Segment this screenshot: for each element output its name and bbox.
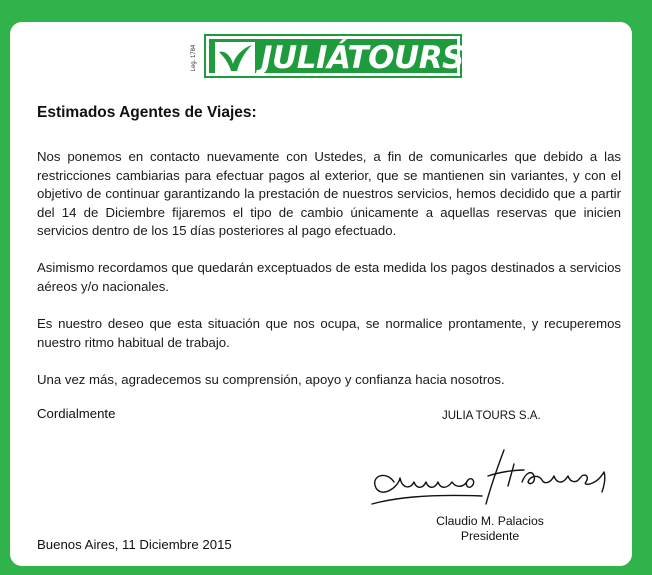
letter-paragraph-1: Nos ponemos en contacto nuevamente con Ustedes, a fin de comunicarles que debido a las restricciones cambiarias para efectuar pagos al exterior, que se mantienen sin variantes, y con el objetivo de continuar garantizando la prestación de nuestros servicios, hemos decidido que a partir del 14 de Diciembre fijaremos el tipo de cambio únicamente a aquellas reservas que inicien servicios dentro de los 15 días posteriores al pago efectuado. [37, 149, 621, 238]
letter-card [10, 22, 632, 566]
signer-block [410, 514, 570, 544]
signer-title: Presidente [460, 529, 520, 543]
letter-greeting: Estimados Agentes de Viajes: [37, 104, 257, 121]
logo-brand-text: JULIÁTOURS [261, 40, 464, 76]
logo-frame [204, 34, 462, 78]
julia-tours-logo [188, 32, 464, 82]
letter-closing: Cordialmente [37, 406, 116, 421]
logo-legajo [188, 36, 200, 80]
signer-name: Claudio M. Palacios [436, 514, 544, 528]
letter-paragraph-3: Es nuestro deseo que esta situación que nos ocupa, se normalice prontamente, y recuperemos nuestro ritmo habitual de trabajo. [37, 316, 621, 350]
letter-paragraph-2: Asimismo recordamos que quedarán exceptuados de esta medida los pagos destinados a servicios aéreos y/o nacionales. [37, 260, 621, 294]
logo-legajo-text: Leg. 1784 [191, 44, 197, 72]
company-name: JULIA TOURS S.A. [442, 410, 541, 422]
dove-icon [215, 42, 255, 74]
place-and-date: Buenos Aires, 11 Diciembre 2015 [37, 537, 232, 552]
letter-paragraph-4: Una vez más, agradecemos su comprensión, apoyo y confianza hacia nosotros. [37, 372, 505, 387]
handwritten-signature [364, 442, 624, 508]
logo-fill [209, 39, 464, 76]
